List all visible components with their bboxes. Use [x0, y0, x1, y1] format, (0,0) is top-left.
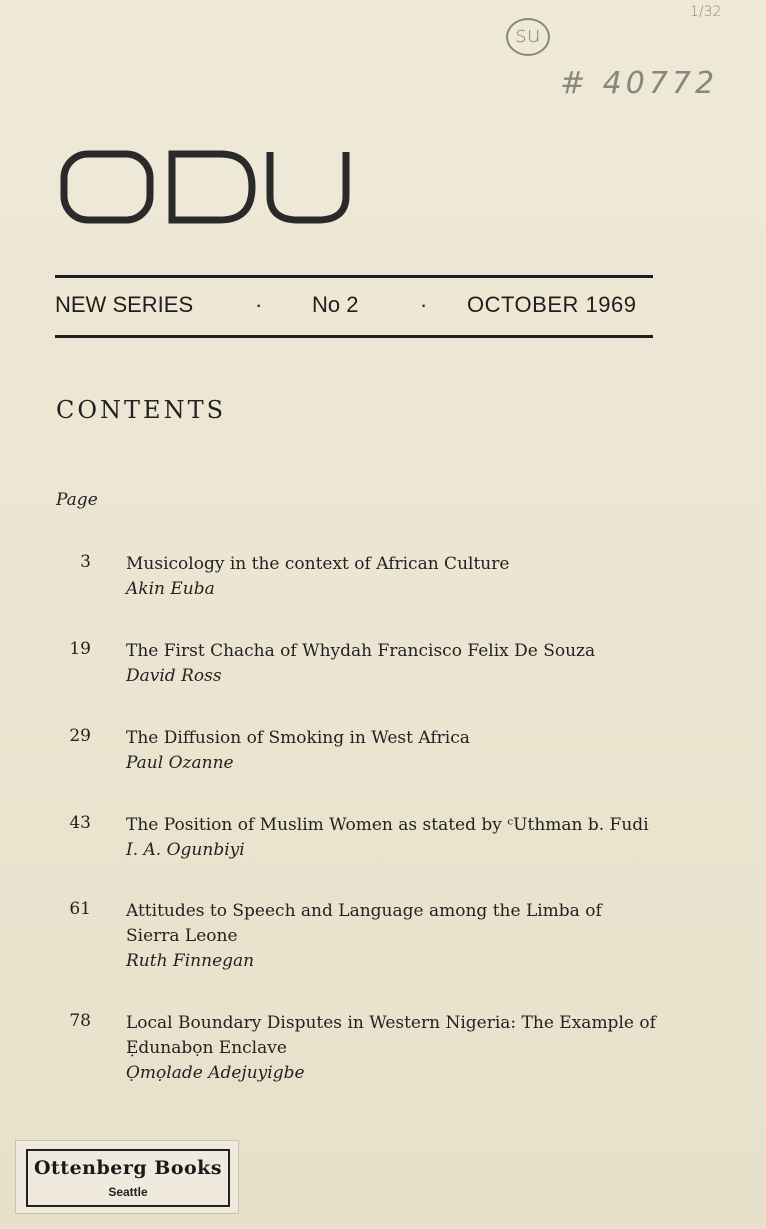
- odu-logo: [60, 146, 350, 228]
- entry-title: Local Boundary Disputes in Western Nigeria: The Example of Ẹdunabọn Enclave: [126, 1013, 656, 1058]
- entry-page-number: 61: [69, 899, 91, 919]
- series-separator-2: ·: [420, 292, 428, 317]
- entry-author: Paul Ozanne: [126, 753, 234, 773]
- entry-title: The First Chacha of Whydah Francisco Felix De Souza: [126, 641, 596, 661]
- entry-page-number: 3: [80, 552, 91, 572]
- stamp-border: [26, 1149, 230, 1207]
- entry-author: Akin Euba: [126, 579, 215, 599]
- logo-letter-u: [270, 152, 346, 220]
- page-column-label: Page: [56, 490, 98, 510]
- entry-title: Attitudes to Speech and Language among the Limba of Sierra Leone: [126, 901, 602, 946]
- logo-letter-o: [64, 154, 150, 220]
- entry-author: Ruth Finnegan: [126, 951, 255, 971]
- series-label: NEW SERIES: [55, 292, 194, 317]
- series-line: [55, 292, 653, 326]
- stamp-name: Ottenberg Books: [33, 1157, 223, 1179]
- handwritten-corner-note: 1/32: [690, 4, 722, 20]
- logo-letter-d: [172, 154, 252, 220]
- entry-title: The Diffusion of Smoking in West Africa: [126, 728, 470, 748]
- entry-title: Musicology in the context of African Culture: [126, 554, 510, 574]
- entry-page-number: 19: [69, 639, 91, 659]
- series-separator-1: ·: [255, 292, 263, 317]
- entry-title: The Position of Muslim Women as stated by ᶜUthman b. Fudi: [126, 815, 649, 835]
- entry-page-number: 43: [69, 813, 91, 833]
- entry-author: David Ross: [126, 666, 222, 686]
- entry-page-number: 29: [69, 726, 91, 746]
- top-rule: [55, 275, 653, 278]
- issue-number: No 2: [312, 292, 359, 317]
- contents-heading: CONTENTS: [56, 396, 227, 424]
- entry-page-number: 78: [69, 1011, 91, 1031]
- handwritten-circle-note: su: [506, 18, 550, 56]
- stamp-city: Seattle: [108, 1185, 148, 1199]
- handwritten-catalog-number: # 40772: [560, 66, 719, 101]
- issue-date: OCTOBER 1969: [467, 292, 637, 317]
- bottom-rule: [55, 335, 653, 338]
- bookseller-stamp: [15, 1140, 239, 1214]
- entry-author: Ọmọlade Adejuyigbe: [126, 1063, 305, 1083]
- entry-author: I. A. Ogunbiyi: [126, 840, 245, 860]
